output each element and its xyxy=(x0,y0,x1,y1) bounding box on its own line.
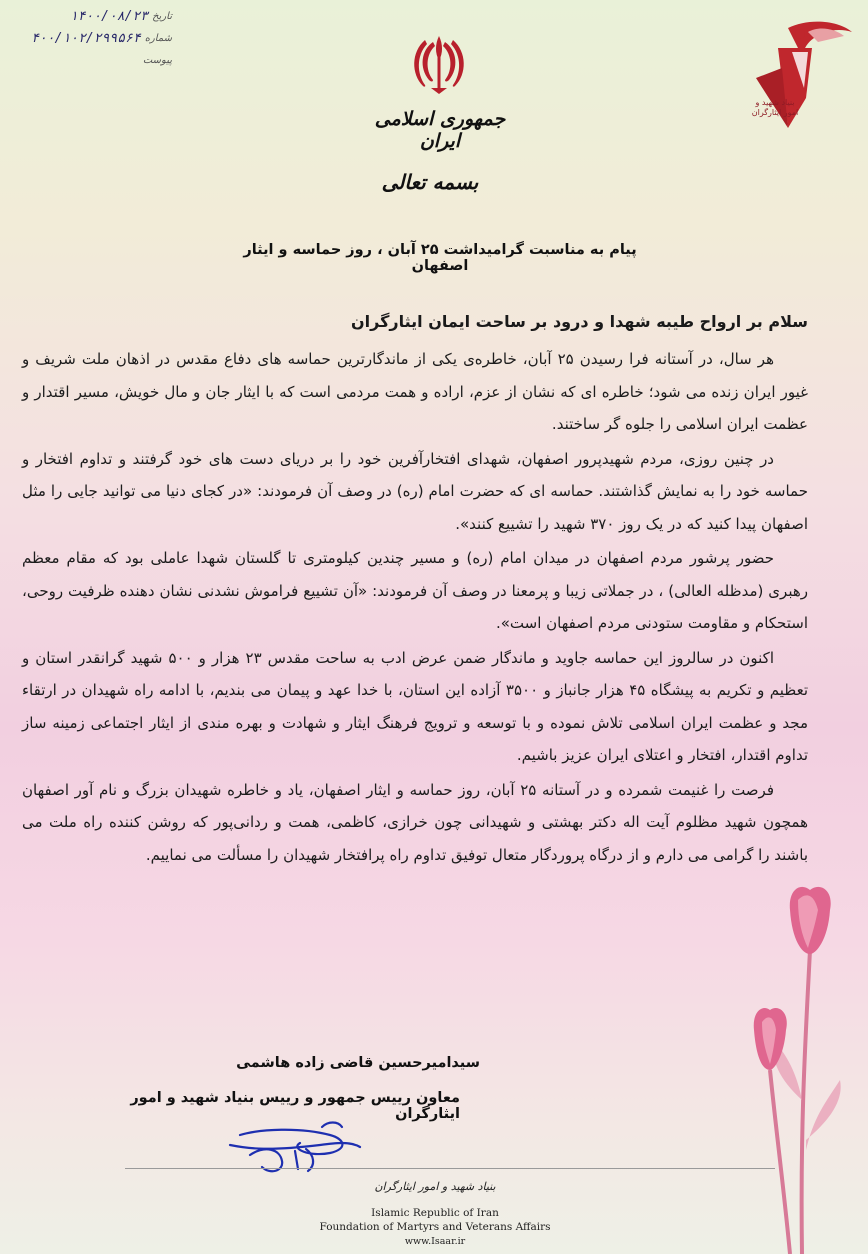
footer-website: www.Isaar.ir xyxy=(404,1236,466,1247)
footer-organization-en: Foundation of Martyrs and Veterans Affairs xyxy=(319,1221,551,1233)
date-label: تاریخ xyxy=(152,11,172,22)
date-value: ۱۴۰۰/۰۸/۲۳ xyxy=(69,9,149,24)
tulip-decoration-icon xyxy=(740,880,868,1254)
footer-organization-fa: بنیاد شهید و امور ایثارگران xyxy=(374,1180,496,1193)
number-value: ۴۰۰/۱۰۲/۲۹۹۵۶۴ xyxy=(31,31,141,46)
logo-caption: بنیاد شهید و امور ایثارگران xyxy=(751,98,799,117)
number-row xyxy=(22,28,172,50)
invocation: بسمه تعالی xyxy=(381,170,479,194)
footer-divider xyxy=(125,1168,775,1169)
paragraph: در چنین روزی، مردم شهیدپرور اصفهان، شهدای افتخارآفرین خود را بر دریای دست های خود گرفتند و تداوم افتخار و حماسه خود را به نمایش گذاشتند. حماسه ای که حضرت امام (ره) در وصف آن فرمودند: «در کجای دنیا می توانید جایی را مثل اصفهان پیدا کنید که در یک روز ۳۷۰ شهید را تشییع کنند». xyxy=(22,449,808,533)
document-meta xyxy=(22,6,172,72)
country-name: جمهوری اسلامی ایران xyxy=(374,108,506,152)
signatory-position: معاون رییس جمهور و رییس بنیاد شهید و امور ایثارگران xyxy=(130,1090,460,1122)
signatory-name: سیدامیرحسین قاضی زاده هاشمی xyxy=(236,1055,480,1071)
date-row xyxy=(22,6,172,28)
attachment-label: پیوست xyxy=(142,55,172,66)
paragraph: هر سال، در آستانه فرا رسیدن ۲۵ آبان، خاطره‌ی یکی از ماندگارترین حماسه های دفاع مقدس در اذهان ملت شریف و غیور ایران زنده می شود؛ خاطره ای که نشان از عزم، اراده و همت مردمی است که با ایثار جان و مال خویش، مسیر اقتدار و عظمت ایران اسلامی را جلوه گر ساختند. xyxy=(22,350,808,433)
message-title: پیام به مناسبت گرامیداشت ۲۵ آبان ، روز حماسه و ایثار اصفهان xyxy=(243,242,637,274)
paragraph: حضور پرشور مردم اصفهان در میدان امام (ره) و مسیر چندین کیلومتری تا گلستان شهدا عاملی بود که مقام معظم رهبری (مدظله العالی) ، در جملاتی زیبا و پرمعنا در وصف آن فرمودند: «آن تشییع فراموش نشدنی نشان دهنده ظرفیت روحی، استحکام و مقاومت ستودنی مردم اصفهان است». xyxy=(22,549,808,632)
paragraph: فرصت را غنیمت شمرده و در آستانه ۲۵ آبان، روز حماسه و ایثار اصفهان، یاد و خاطره شهیدان بزرگ و نام آور اصفهان همچون شهید مظلوم آیت اله دکتر بهشتی و شهیدانی چون خرازی، کاظمی، همت و ردانی‌پور که روشن کننده راه ملت می باشند را گرامی می دارم و از درگاه پروردگار متعال توفیق تداوم راه پرافتخار شهیدان را مسألت می نماییم. xyxy=(22,780,808,864)
iran-emblem-icon xyxy=(405,30,473,98)
attachment-row xyxy=(22,50,172,72)
handwritten-signature xyxy=(210,1105,370,1185)
footer-country-en: Islamic Republic of Iran xyxy=(371,1207,499,1219)
message-body xyxy=(22,343,808,873)
greeting: سلام بر ارواح طیبه شهدا و درود بر ساحت ایمان ایثارگران xyxy=(350,312,808,331)
paragraph: اکنون در سالروز این حماسه جاوید و ماندگار ضمن عرض ادب به ساحت مقدس ۲۳ هزار و ۵۰۰ شهید گرانقدر استان و تعظیم و تکریم به پیشگاه ۴۵ هزار جانباز و ۳۵۰۰ آزاده این استان، با خدا عهد و پیمان می بندیم، با ادامه راه شهیدان در ارتقاء مجد و عظمت ایران اسلامی تلاش نموده و با توسعه و ترویج فرهنگ ایثار و شهادت و بهره مندی از ایثار اجتماعی زمینه ساز تداوم اقتدار، افتخار و اعتلای ایران عزیز باشیم. xyxy=(22,648,808,764)
martyrs-foundation-logo-icon xyxy=(748,8,858,138)
number-label: شماره xyxy=(144,33,172,44)
